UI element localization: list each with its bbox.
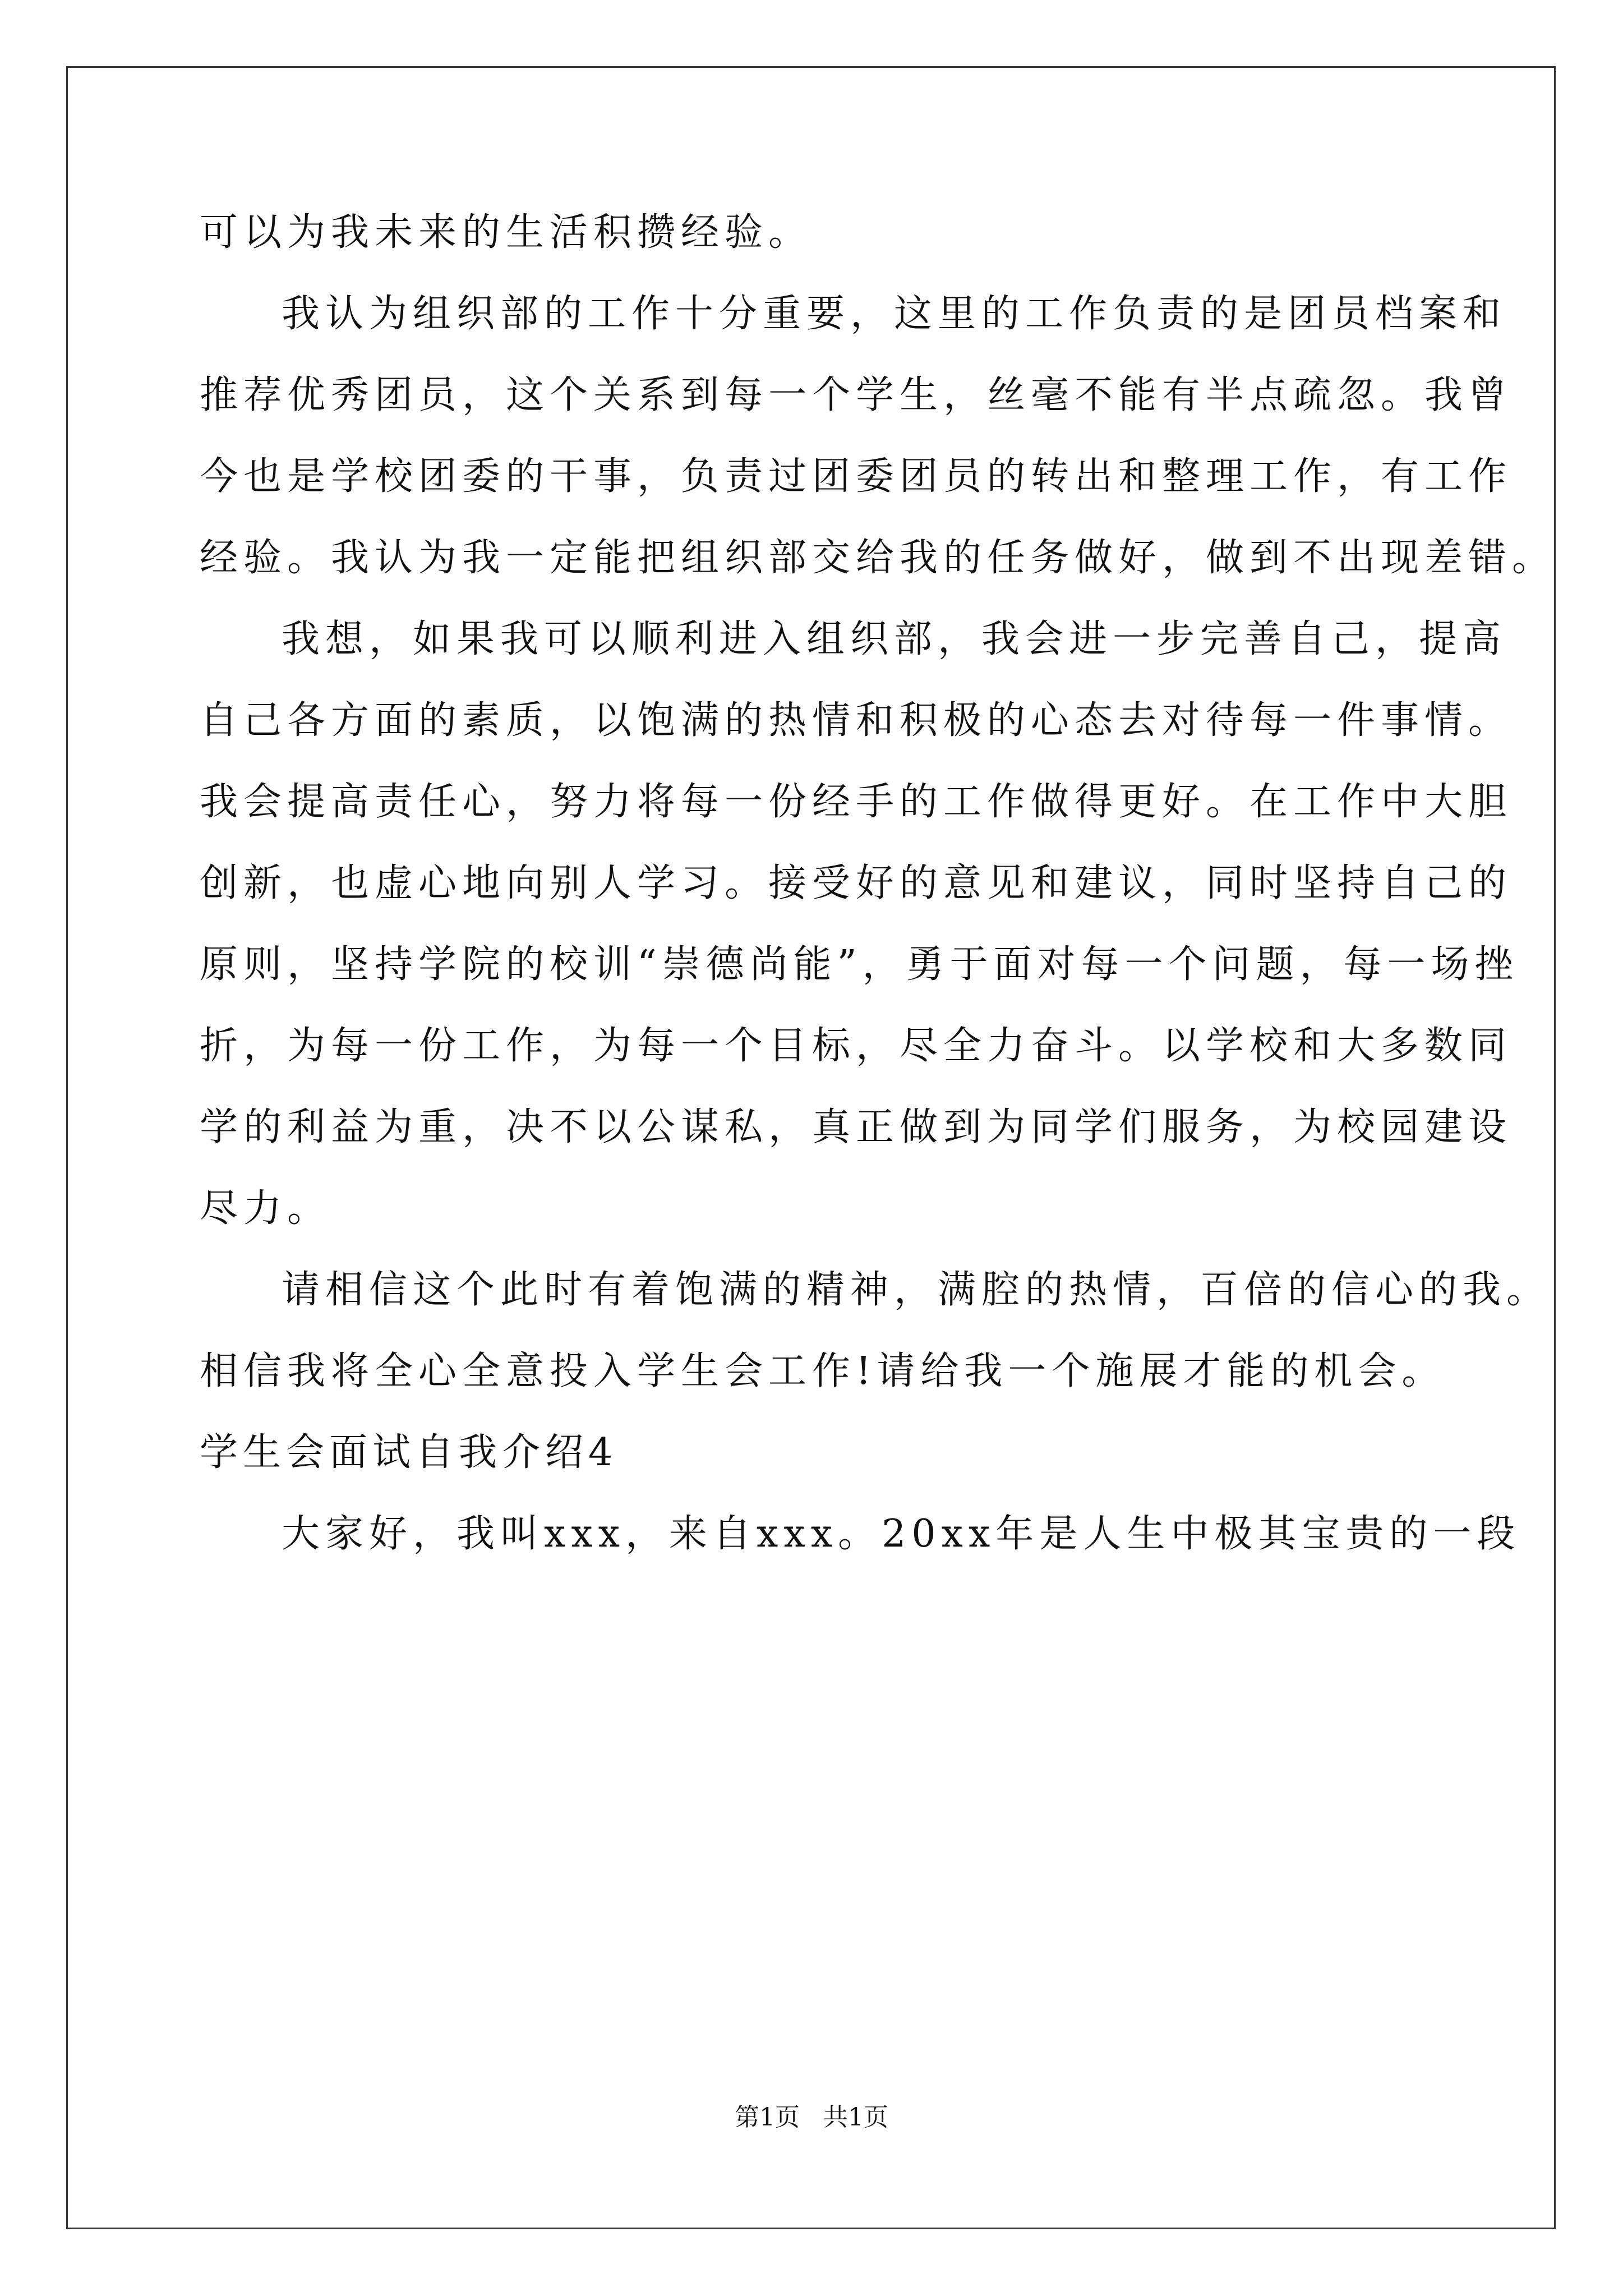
paragraph-first-line: 我认为组织部的工作十分重要，这里的工作负责的是团员档案和 bbox=[282, 292, 1507, 336]
text-line: 可以为我未来的生活积攒经验。 bbox=[200, 210, 813, 255]
text-line: 尽力。 bbox=[200, 1186, 331, 1231]
paragraph-first-line: 我想，如果我可以顺利进入组织部，我会进一步完善自己，提高 bbox=[282, 617, 1507, 661]
page-footer: 第1页 共1页 bbox=[735, 2103, 888, 2132]
text-line: 创新，也虚心地向别人学习。接受好的意见和建议，同时坚持自己的 bbox=[200, 861, 1513, 905]
text-line: 推荐优秀团员，这个关系到每一个学生，丝毫不能有半点疏忽。我曾 bbox=[200, 373, 1513, 417]
text-line: 折，为每一份工作，为每一个目标，尽全力奋斗。以学校和大多数同 bbox=[200, 1024, 1513, 1068]
text-line: 原则，坚持学院的校训“崇德尚能”，勇于面对每一个问题，每一场挫 bbox=[200, 942, 1519, 987]
text-line: 学的利益为重，决不以公谋私，真正做到为同学们服务，为校园建设 bbox=[200, 1105, 1513, 1149]
text-line: 今也是学校团委的干事，负责过团委团员的转出和整理工作，有工作 bbox=[200, 454, 1513, 499]
text-line: 我会提高责任心，努力将每一份经手的工作做得更好。在工作中大胆 bbox=[200, 780, 1513, 824]
paragraph-first-line: 大家好，我叫xxx，来自xxx。20xx年是人生中极其宝贵的一段 bbox=[282, 1512, 1521, 1556]
text-line: 经验。我认为我一定能把组织部交给我的任务做好，做到不出现差错。 bbox=[200, 536, 1556, 580]
paragraph-first-line: 请相信这个此时有着饱满的精神，满腔的热情，百倍的信心的我。 bbox=[282, 1268, 1551, 1312]
text-line: 相信我将全心全意投入学生会工作!请给我一个施展才能的机会。 bbox=[200, 1349, 1446, 1393]
text-line: 自己各方面的素质，以饱满的热情和积极的心态去对待每一件事情。 bbox=[200, 698, 1513, 743]
section-heading: 学生会面试自我介绍4 bbox=[200, 1430, 618, 1475]
